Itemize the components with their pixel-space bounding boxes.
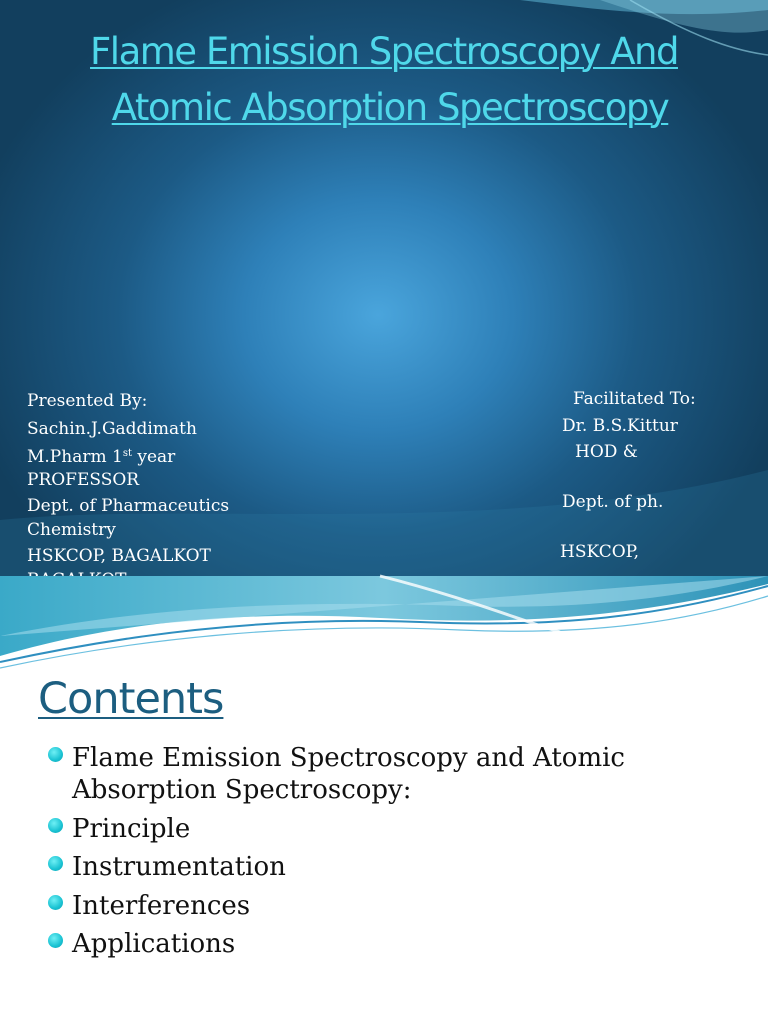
wrapped-professor: PROFESSOR [27,470,140,490]
course-text: M.Pharm 1 [27,447,123,467]
bullet-icon [48,818,63,833]
facilitator-college: HSKCOP, [560,542,640,562]
contents-heading: Contents [38,674,224,724]
presentation-title [0,24,768,136]
bullet-icon [48,895,63,910]
list-item-text: Applications [72,929,236,959]
wrapped-chemistry: Chemistry [27,520,116,540]
title-line-2: Atomic Absorption Spectroscopy [111,86,669,129]
list-item-text: Interferences [72,890,251,921]
contents-slide [0,576,768,1024]
title-line-1: Flame Emission Spectroscopy And [90,30,678,73]
presenter-name: Sachin.J.Gaddimath [27,418,197,439]
list-item [46,742,746,806]
presenter-college: HSKCOP, BAGALKOT [27,546,211,566]
list-item-text: Flame Emission Spectroscopy and Atomic Absorption Spectroscopy: [72,743,625,805]
presenter-dept: Dept. of Pharmaceutics [27,496,230,516]
wave-decoration [0,576,768,676]
list-item [46,851,746,883]
presenter-course [27,443,567,468]
facilitator-name: Dr. B.S.Kittur [562,416,678,436]
bullet-icon [48,856,63,871]
list-item [46,813,746,845]
course-rest-text: year [131,447,176,467]
bullet-icon [48,747,63,762]
presented-by-label: Presented By: [27,391,148,411]
facilitator-dept: Dept. of ph. [562,492,664,512]
list-item [46,928,746,960]
contents-list [46,742,746,967]
facilitator-designation: HOD & [575,442,638,462]
list-item [46,890,746,922]
list-item-text: Principle [72,813,191,844]
facilitated-to-label: Facilitated To: [573,389,696,409]
list-item-text: Instrumentation [72,852,286,882]
presenter-block [27,389,567,592]
course-superscript: st [122,448,132,459]
bullet-icon [48,933,63,948]
